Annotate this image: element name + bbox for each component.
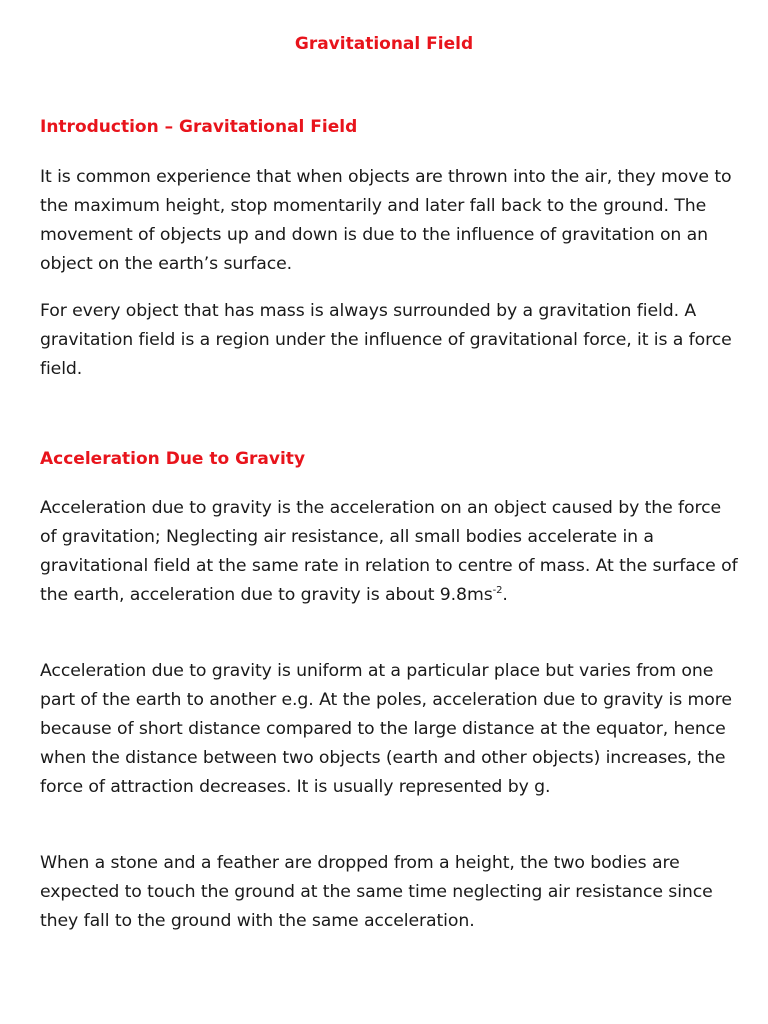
paragraph-acceleration-1 (40, 494, 740, 610)
paragraph-acceleration-1-end: . (502, 585, 508, 605)
section-heading-acceleration: Acceleration Due to Gravity (40, 449, 306, 469)
paragraph-intro-2: For every object that has mass is always surrounded by a gravitation field. A gravitation field is a region under the influence of gravitational force, it is a force field. (40, 301, 732, 379)
paragraph-acceleration-1-text: Acceleration due to gravity is the acceleration on an object caused by the force of gravitation; Neglecting air resistance, all small bodies accelerate in a gravitational field at the same rate in relation to centre of mass. At the surface of the earth, acceleration due to gravity is about 9.8ms (40, 498, 738, 605)
paragraph-acceleration-2: Acceleration due to gravity is uniform at a particular place but varies from one part of the earth to another e.g. At the poles, acceleration due to gravity is more because of short distance compared to the large distance at the equator, hence when the distance between two objects (earth and other objects) increases, the force of attraction decreases. It is usually represented by g. (40, 661, 732, 797)
section-heading-introduction: Introduction – Gravitational Field (40, 117, 358, 137)
paragraph-acceleration-3: When a stone and a feather are dropped from a height, the two bodies are expected to touch the ground at the same time neglecting air resistance since they fall to the ground with the same acceleration. (40, 853, 713, 931)
paragraph-intro-1: It is common experience that when objects are thrown into the air, they move to the maximum height, stop momentarily and later fall back to the ground. The movement of objects up and down is due to the influence of gravitation on an object on the earth’s surface. (40, 167, 732, 274)
document-title: Gravitational Field (294, 34, 474, 54)
unit-exponent: -2 (492, 585, 503, 597)
